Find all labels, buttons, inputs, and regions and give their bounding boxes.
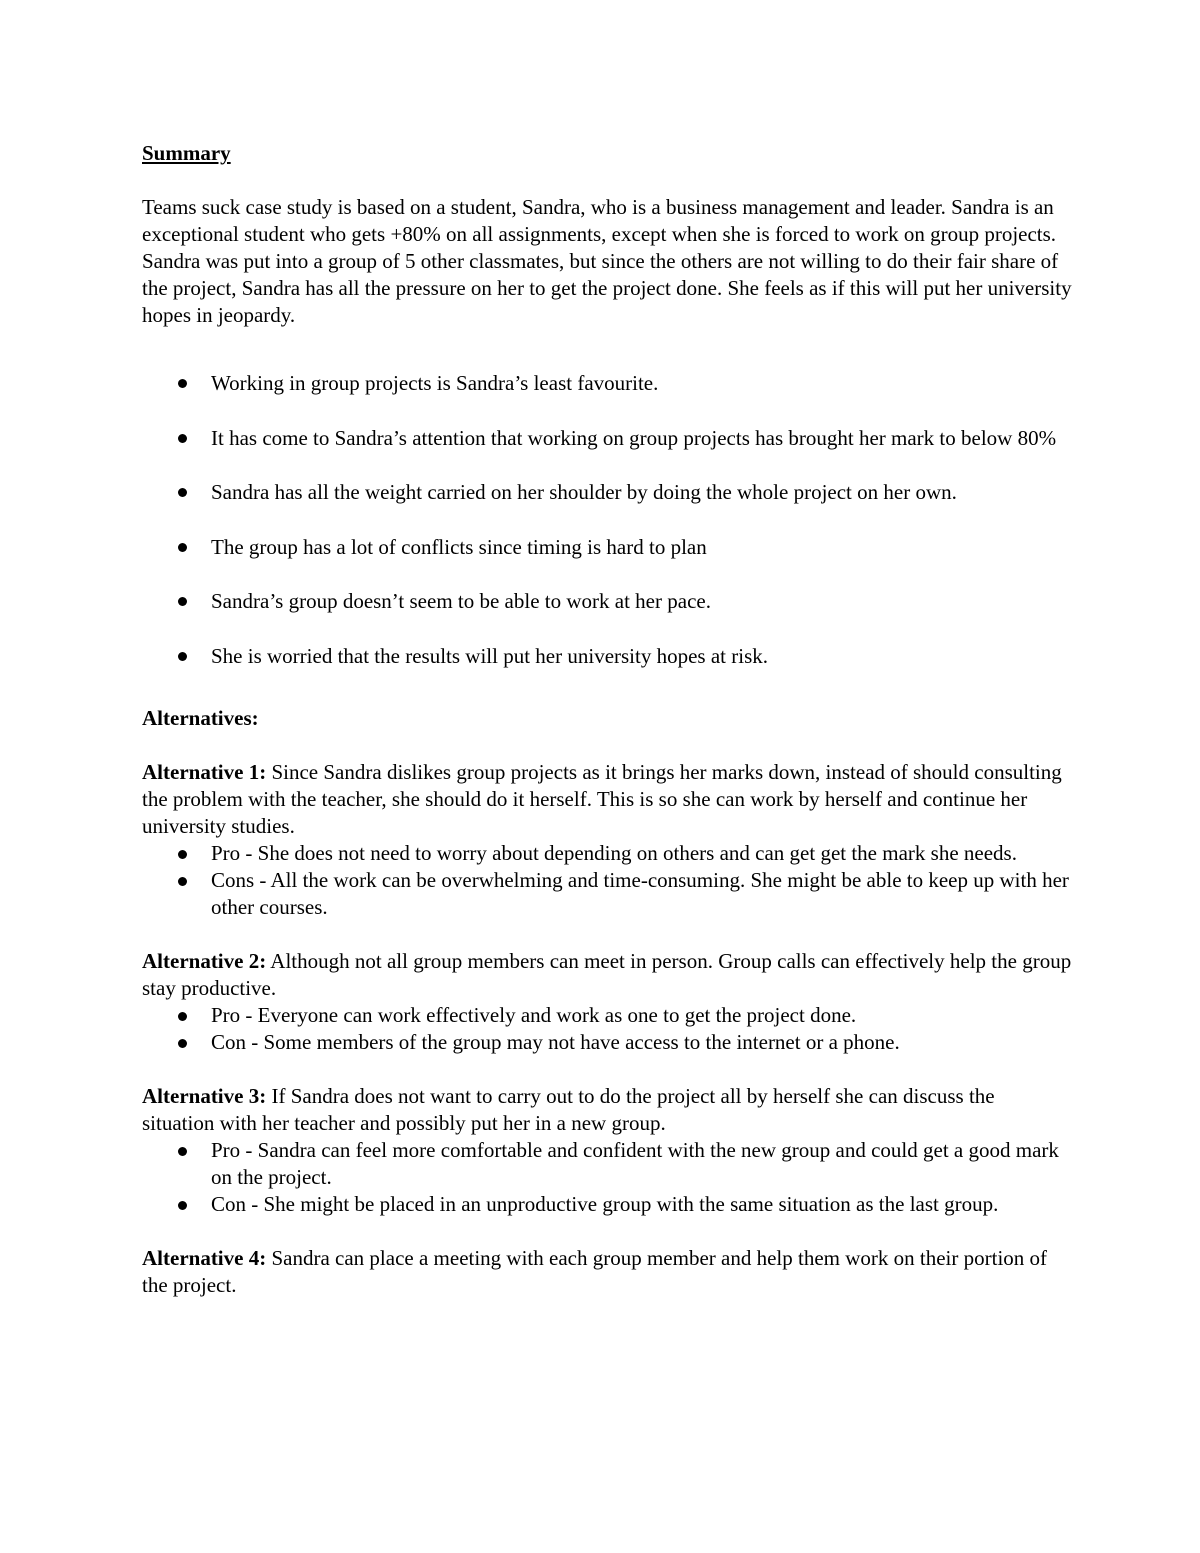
list-item-text: Pro - Sandra can feel more comfortable and confident with the new group and could get a good mark on the project. (211, 1138, 1059, 1189)
alternative-paragraph (142, 1245, 1072, 1299)
list-item-text: Pro - Everyone can work effectively and work as one to get the project done. (211, 1003, 857, 1027)
list-item-text: She is worried that the results will put her university hopes at risk. (211, 643, 768, 668)
list-item (142, 465, 1072, 520)
alternative-label: Alternative 4: (142, 1246, 267, 1270)
list-item (142, 840, 1072, 867)
list-item-text: Cons - All the work can be overwhelming and time-consuming. She might be able to keep up with her other courses. (211, 868, 1069, 919)
bullet-icon (178, 1039, 187, 1048)
list-item-text: Con - Some members of the group may not have access to the internet or a phone. (211, 1030, 900, 1054)
bullet-icon (178, 850, 187, 859)
alternative-1 (142, 759, 1072, 921)
alternative-label: Alternative 2: (142, 949, 267, 973)
list-item-text: The group has a lot of conflicts since timing is hard to plan (211, 534, 707, 559)
list-item (142, 520, 1072, 575)
alternative-label: Alternative 3: (142, 1084, 267, 1108)
bullet-icon (178, 488, 187, 497)
list-item-text: Sandra has all the weight carried on her shoulder by doing the whole project on her own. (211, 480, 957, 504)
list-item (142, 356, 1072, 411)
list-item (142, 574, 1072, 629)
list-item (142, 1137, 1072, 1191)
list-item (142, 629, 1072, 684)
list-item-text: Pro - She does not need to worry about depending on others and can get get the mark she needs. (211, 841, 1017, 865)
bullet-icon (178, 434, 187, 443)
bullet-icon (178, 1201, 187, 1210)
bullet-icon (178, 1012, 187, 1021)
list-item (142, 411, 1072, 466)
bullet-icon (178, 543, 187, 552)
alternative-2 (142, 948, 1072, 1056)
bullet-icon (178, 379, 187, 388)
summary-heading: Summary (142, 141, 231, 165)
alternative-label: Alternative 1: (142, 760, 267, 784)
summary-bullet-list (142, 356, 1072, 683)
bullet-icon (178, 877, 187, 886)
list-item (142, 867, 1072, 921)
alternatives-heading: Alternatives: (142, 706, 259, 730)
list-item (142, 1002, 1072, 1029)
list-item-text: Working in group projects is Sandra’s least favourite. (211, 371, 659, 395)
alternative-text: Sandra can place a meeting with each group member and help them work on their portion of the project. (142, 1246, 1048, 1297)
alternative-text: Although not all group members can meet in person. Group calls can effectively help the group stay productive. (142, 949, 1072, 1000)
list-item (142, 1191, 1072, 1218)
document-page (142, 140, 1072, 1299)
list-item (142, 1029, 1072, 1056)
bullet-icon (178, 1147, 187, 1156)
list-item-text: It has come to Sandra’s attention that working on group projects has brought her mark to below 80% (211, 425, 1057, 450)
alternative-paragraph (142, 948, 1072, 1002)
summary-paragraph: Teams suck case study is based on a student, Sandra, who is a business management and leader. Sandra is an exceptional student who gets +80% on all assignments, except when she is forced to work on group projects. Sandra was put into a group of 5 other classmates, but since the others are not willing to do their fair share of the project, Sandra has all the pressure on her to get the project done. She feels as if this will put her university hopes in jeopardy. (142, 195, 1072, 327)
alternative-paragraph (142, 1083, 1072, 1137)
alternative-bullet-list (142, 1137, 1072, 1218)
alternative-text: Since Sandra dislikes group projects as it brings her marks down, instead of should consulting the problem with the teacher, she should do it herself. This is so she can work by herself and continue her university studies. (142, 760, 1062, 838)
alternative-3 (142, 1083, 1072, 1218)
alternative-bullet-list (142, 840, 1072, 921)
alternative-4 (142, 1245, 1072, 1299)
list-item-text: Con - She might be placed in an unproductive group with the same situation as the last group. (211, 1192, 999, 1216)
alternative-text: If Sandra does not want to carry out to do the project all by herself she can discuss the situation with her teacher and possibly put her in a new group. (142, 1084, 995, 1135)
bullet-icon (178, 652, 187, 661)
alternative-paragraph (142, 759, 1072, 840)
bullet-icon (178, 597, 187, 606)
list-item-text: Sandra’s group doesn’t seem to be able to work at her pace. (211, 589, 711, 613)
alternative-bullet-list (142, 1002, 1072, 1056)
